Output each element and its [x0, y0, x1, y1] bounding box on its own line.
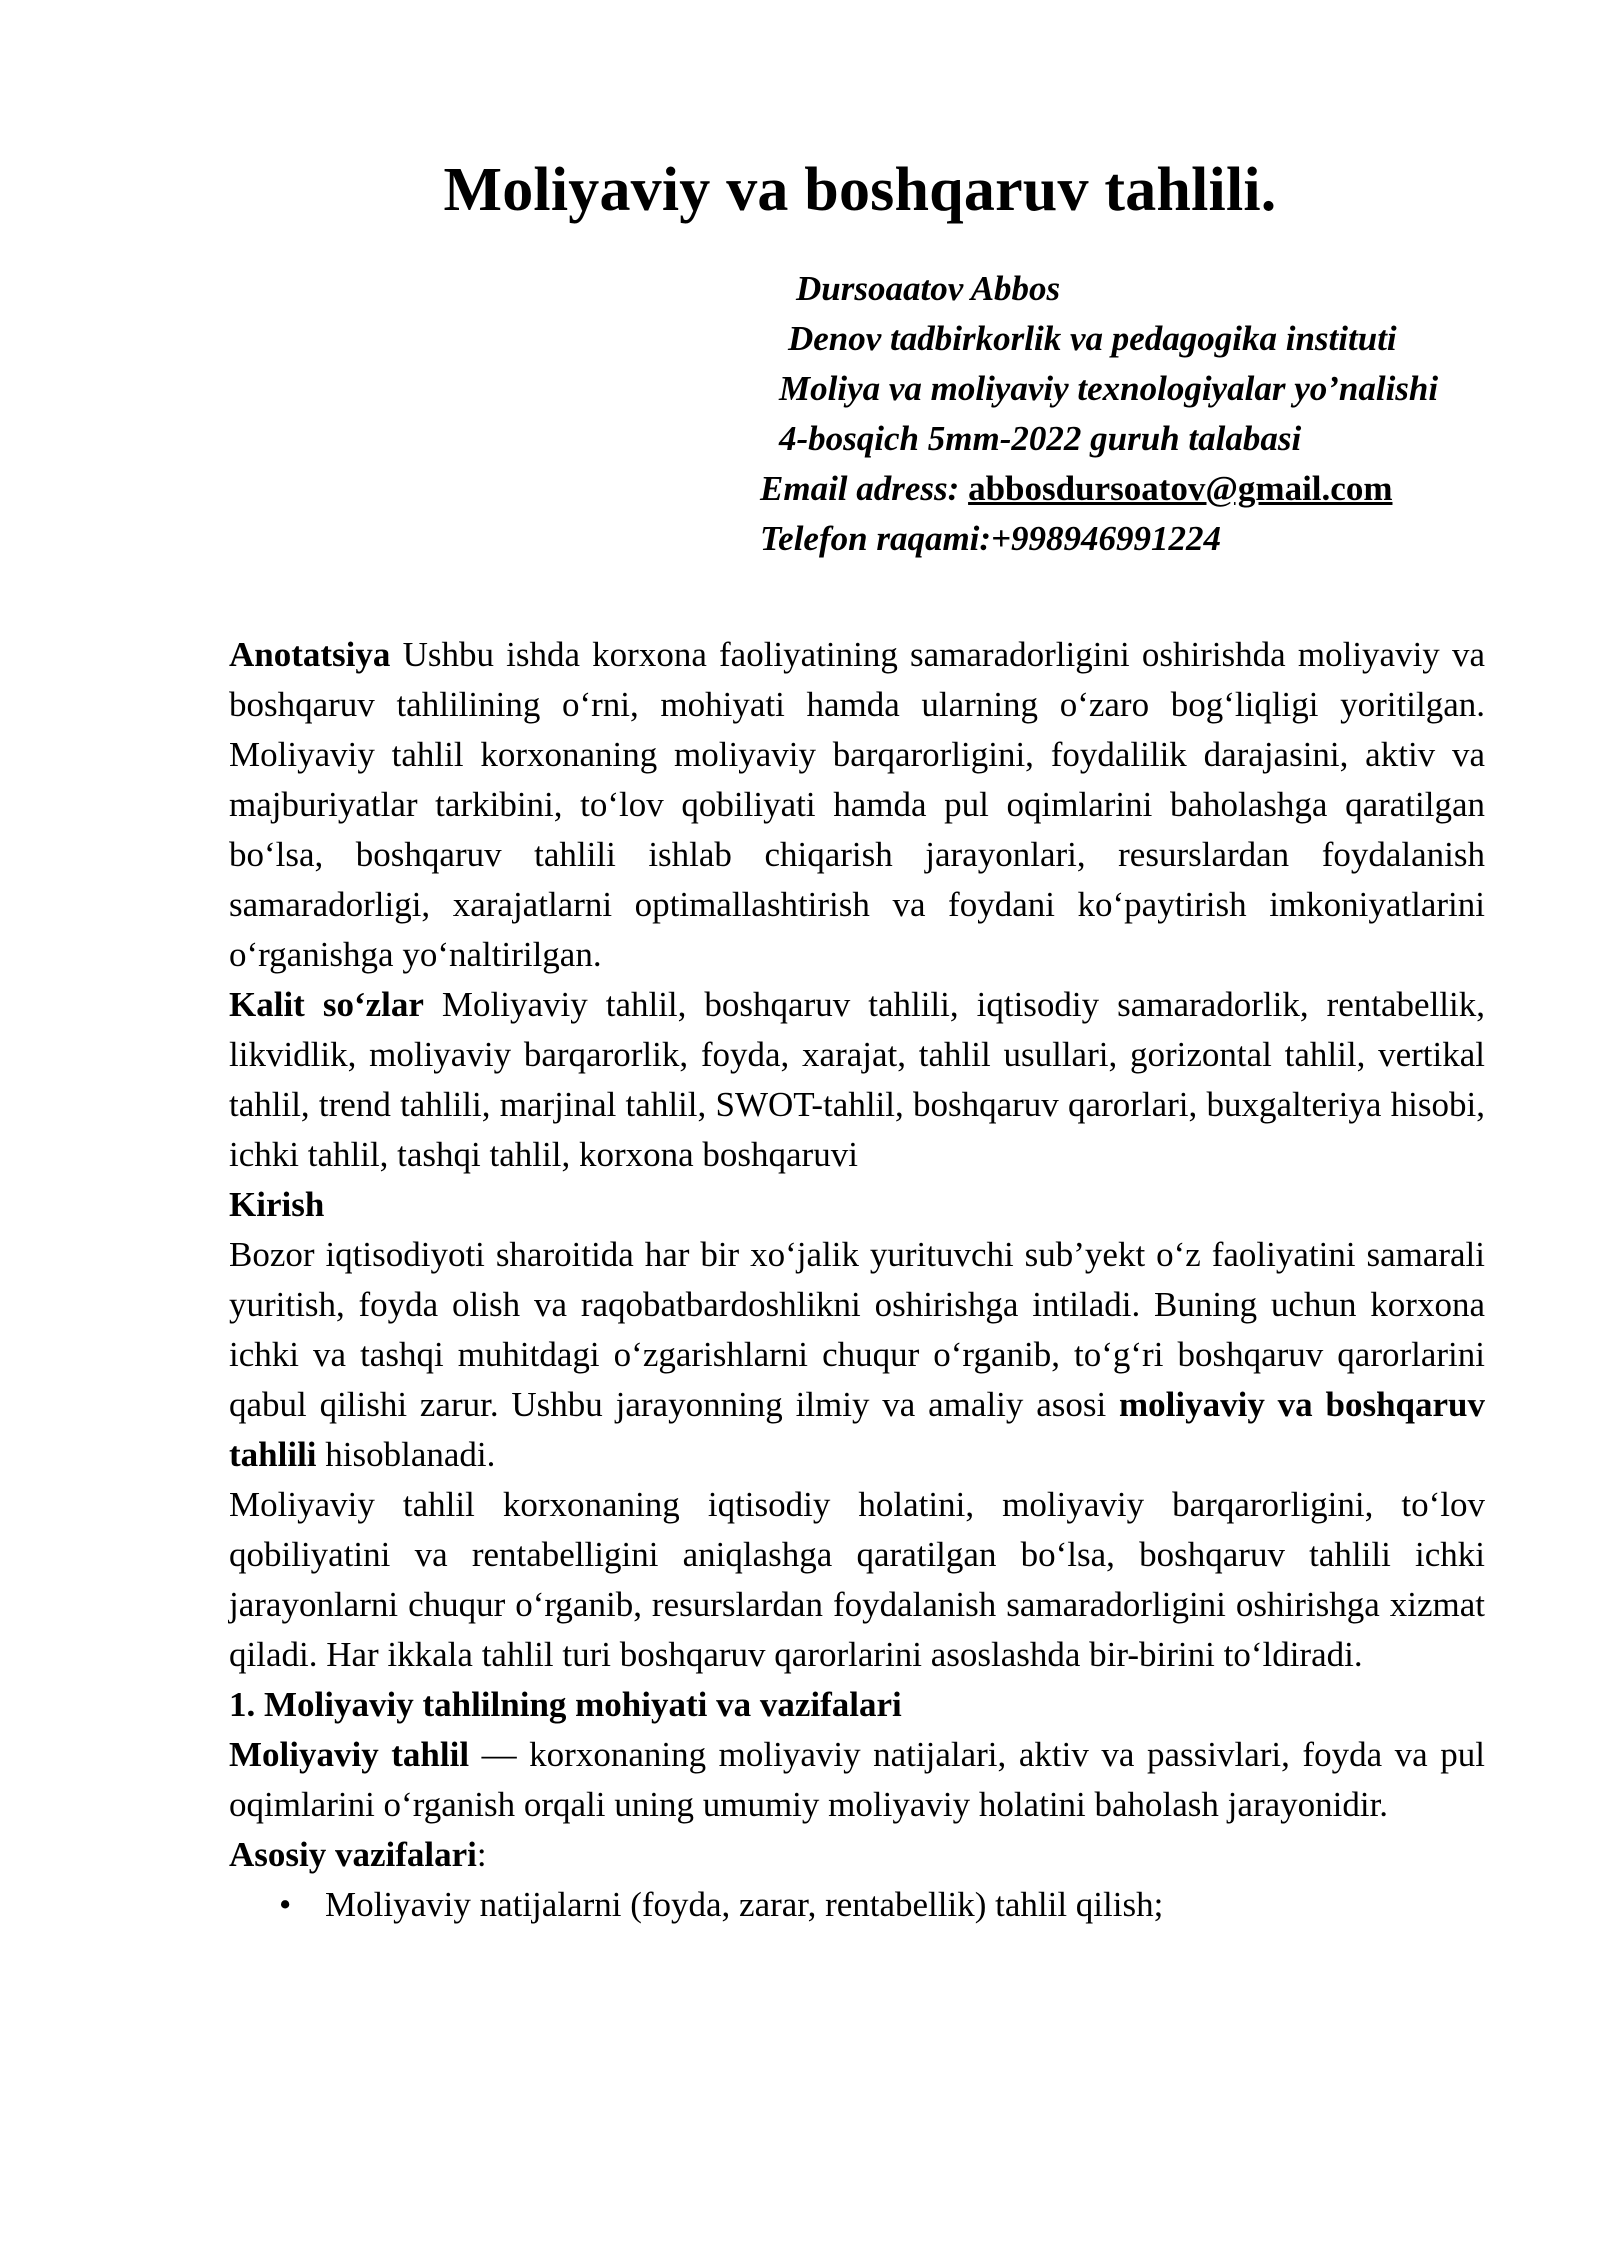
tasks-label-line — [229, 1830, 1485, 1880]
abstract-paragraph — [229, 630, 1485, 980]
abstract-label: Anotatsiya — [229, 635, 391, 674]
intro-p1-bold: moliyaviy va boshqaruv tahlili — [229, 1385, 1485, 1474]
section1-def-text: — korxonaning moliyaviy natijalari, aktiv va passivlari, foyda va pul oqimlarini o‘rganish orqali uning umumiy moliyaviy holatini baholash jarayonidir. — [229, 1735, 1485, 1824]
intro-heading: Kirish — [229, 1185, 325, 1224]
tasks-list — [229, 1880, 1485, 1930]
author-program: Moliya va moliyaviy texnologiyalar yo’nalishi — [779, 369, 1439, 408]
email-link[interactable]: abbosdursoatov@gmail.com — [968, 469, 1393, 508]
section1-definition — [229, 1730, 1485, 1830]
section1-def-bold: Moliyaviy tahlil — [229, 1735, 470, 1774]
email-label: Email adress: — [760, 469, 969, 508]
intro-paragraph-2: Moliyaviy tahlil korxonaning iqtisodiy holatini, moliyaviy barqarorligini, to‘lov qobiliyatini va rentabelligini aniqlashga qaratilgan bo‘lsa, boshqaruv tahlili ichki jarayonlarni chuqur o‘rganib, resurslardan foydalanish samaradorligini oshirishga xizmat qiladi. Har ikkala tahlil turi boshqaruv qarorlarini asoslashda bir-birini to‘ldiradi. — [229, 1485, 1485, 1674]
abstract-text: Ushbu ishda korxona faoliyatining samaradorligini oshirishda moliyaviy va boshqaruv tahlilining o‘rni, mohiyati hamda ularning o‘zaro bog‘liqligi yoritilgan. Moliyaviy tahlil korxonaning moliyaviy barqarorligini, foydalilik darajasini, aktiv va majburiyatlar tarkibini, to‘lov qobiliyati hamda pul oqimlarini baholashga qaratilgan bo‘lsa, boshqaruv tahlili ishlab chiqarish jarayonlari, resurslardan foydalanish samaradorligi, xarajatlarni optimallashtirish va foydani ko‘paytirish imkoniyatlarini o‘rganishga yo‘naltirilgan. — [229, 635, 1485, 974]
tasks-label: Asosiy vazifalari — [229, 1835, 477, 1874]
tasks-colon: : — [476, 1835, 487, 1874]
bullet-icon: • — [279, 1885, 292, 1924]
section1-heading: 1. Moliyaviy tahlilning mohiyati va vazifalari — [229, 1685, 902, 1724]
list-item — [279, 1880, 1485, 1930]
keywords-label: Kalit so‘zlar — [229, 985, 424, 1024]
list-item-text: Moliyaviy natijalarni (foyda, zarar, rentabellik) tahlil qilish; — [325, 1885, 1164, 1924]
intro-p1-end: hisoblanadi. — [316, 1435, 496, 1474]
intro-p1-text: Bozor iqtisodiyoti sharoitida har bir xo‘jalik yurituvchi sub’yekt o‘z faoliyatini samarali yuritish, foyda olish va raqobatbardoshlikni oshirishga intiladi. Buning uchun korxona ichki va tashqi muhitdagi o‘zgarishlarni chuqur o‘rganib, to‘g‘ri boshqaruv qarorlarini qabul qilishi zarur. Ushbu jarayonning ilmiy va amaliy asosi — [229, 1235, 1485, 1424]
page-title: Moliyaviy va boshqaruv tahlili. — [443, 156, 1277, 224]
keywords-text: Moliyaviy tahlil, boshqaruv tahlili, iqtisodiy samaradorlik, rentabellik, likvidlik, moliyaviy barqarorlik, foyda, xarajat, tahlil usullari, gorizontal tahlil, vertikal tahlil, trend tahlili, marjinal tahlil, SWOT-tahlil, boshqaruv qarorlari, buxgalteriya hisobi, ichki tahlil, tashqi tahlil, korxona boshqaruvi — [229, 985, 1485, 1174]
author-name: Dursoaatov Abbos — [796, 269, 1061, 308]
author-phone: Telefon raqami:+998946991224 — [760, 519, 1221, 558]
body-text — [229, 630, 1485, 1930]
intro-paragraph-1 — [229, 1230, 1485, 1480]
keywords-paragraph — [229, 980, 1485, 1180]
author-institute: Denov tadbirkorlik va pedagogika instituti — [788, 319, 1397, 358]
author-group: 4-bosqich 5mm-2022 guruh talabasi — [779, 419, 1302, 458]
author-email-line — [760, 464, 1392, 514]
